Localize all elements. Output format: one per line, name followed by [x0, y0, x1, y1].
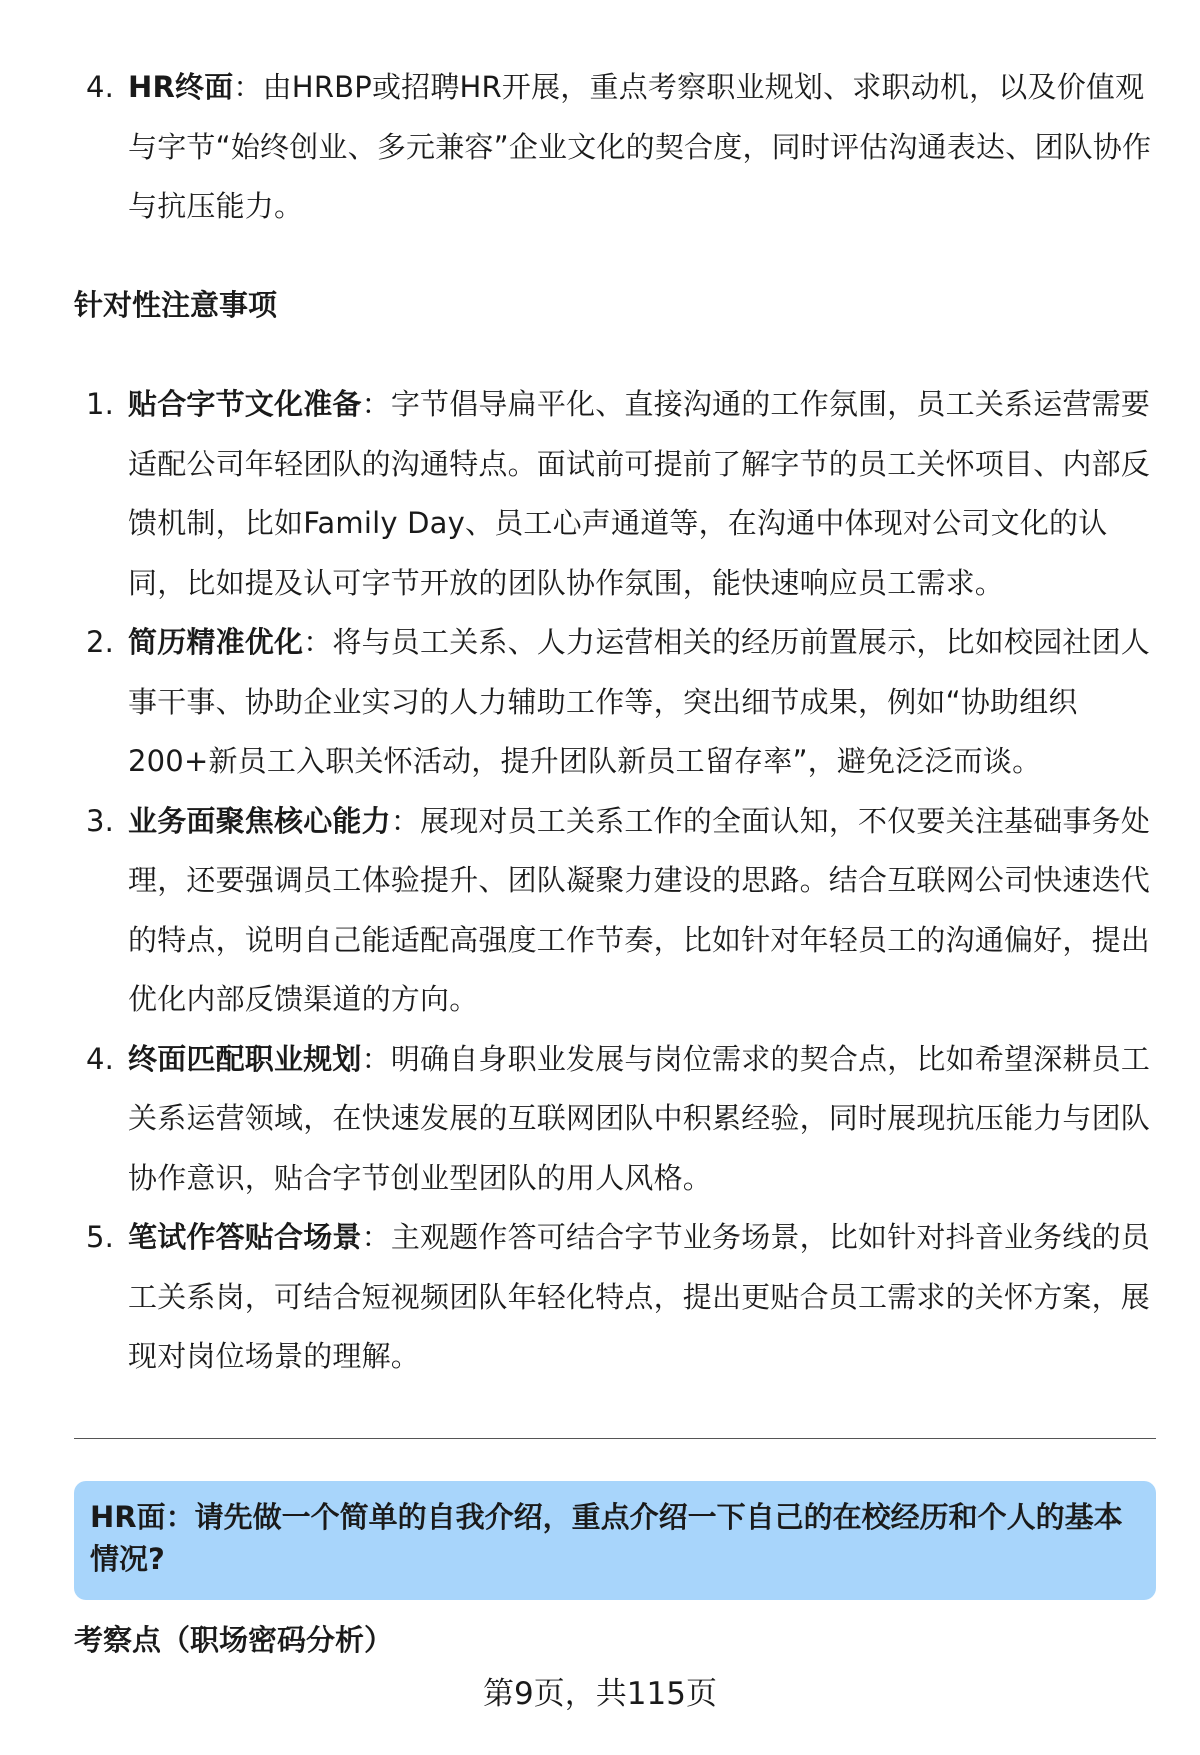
list-item-title: 终面匹配职业规划	[128, 1041, 362, 1076]
list-item-title: 笔试作答贴合场景	[128, 1220, 362, 1254]
list-item-number: 2.	[86, 625, 115, 659]
question-box	[74, 1481, 1156, 1600]
list-item-colon: ：	[361, 1041, 391, 1076]
list-item-number: 1.	[86, 387, 115, 421]
list-item	[74, 375, 1154, 613]
list-item-text: 由HRBP或招聘HR开展，重点考察职业规划、求职动机，以及价值观与字节“始终创业、多元兼容”企业文化的契合度，同时评估沟通表达、团队协作与抗压能力。	[128, 70, 1152, 223]
list-item-title: HR终面	[128, 70, 234, 104]
list-item-colon: ：	[233, 70, 263, 104]
question-text: HR面：请先做一个简单的自我介绍，重点介绍一下自己的在校经历和个人的基本情况?	[90, 1500, 1123, 1576]
list-item-text: 展现对员工关系工作的全面认知，不仅要关注基础事务处理，还要强调员工体验提升、团队凝聚力建设的思路。结合互联网公司快速迭代的特点，说明自己能适配高强度工作节奏，比如针对年轻员工的沟通偏好，提出优化内部反馈渠道的方向。	[128, 803, 1151, 1016]
list-item	[74, 1030, 1154, 1209]
section-divider	[74, 1438, 1156, 1439]
notes-list	[74, 375, 1154, 1387]
list-item-colon: ：	[390, 803, 421, 838]
section-heading-notes: 针对性注意事项	[74, 288, 278, 322]
list-item-text: 明确自身职业发展与岗位需求的契合点，比如希望深耕员工关系运营领域，在快速发展的互联网团队中积累经验，同时展现抗压能力与团队协作意识，贴合字节创业型团队的用人风格。	[128, 1041, 1151, 1195]
page-number-footer: 第9页，共115页	[483, 1676, 717, 1712]
list-item-title: 贴合字节文化准备	[128, 387, 362, 421]
list-item-number: 3.	[86, 803, 115, 838]
list-item	[74, 613, 1154, 792]
section-heading-analysis: 考察点（职场密码分析）	[74, 1623, 394, 1657]
list-item-number: 4.	[86, 1041, 115, 1076]
list-item-text: 字节倡导扁平化、直接沟通的工作氛围，员工关系运营需要适配公司年轻团队的沟通特点。面试前可提前了解字节的员工关怀项目、内部反馈机制，比如Family Day、员工心声通道等，在沟通中体现对公司文化的认同，比如提及认可字节开放的团队协作氛围，能快速响应员工需求。	[128, 387, 1151, 600]
interview-process-list	[74, 58, 1154, 237]
list-item-text: 将与员工关系、人力运营相关的经历前置展示，比如校园社团人事干事、协助企业实习的人力辅助工作等，突出细节成果，例如“协助组织200+新员工入职关怀活动，提升团队新员工留存率”，避免泛泛而谈。	[128, 625, 1151, 778]
list-item	[74, 792, 1154, 1030]
list-item-colon: ：	[361, 1220, 391, 1254]
list-item-title: 业务面聚焦核心能力	[128, 803, 391, 838]
list-item-number: 5.	[86, 1220, 115, 1254]
list-item-colon: ：	[361, 387, 391, 421]
list-item	[74, 58, 1154, 237]
list-item-title: 简历精准优化	[128, 625, 304, 659]
list-item-text: 主观题作答可结合字节业务场景，比如针对抖音业务线的员工关系岗，可结合短视频团队年轻化特点，提出更贴合员工需求的关怀方案，展现对岗位场景的理解。	[128, 1220, 1151, 1373]
list-item	[74, 1208, 1154, 1387]
list-item-number: 4.	[86, 70, 115, 104]
list-item-colon: ：	[303, 625, 333, 659]
